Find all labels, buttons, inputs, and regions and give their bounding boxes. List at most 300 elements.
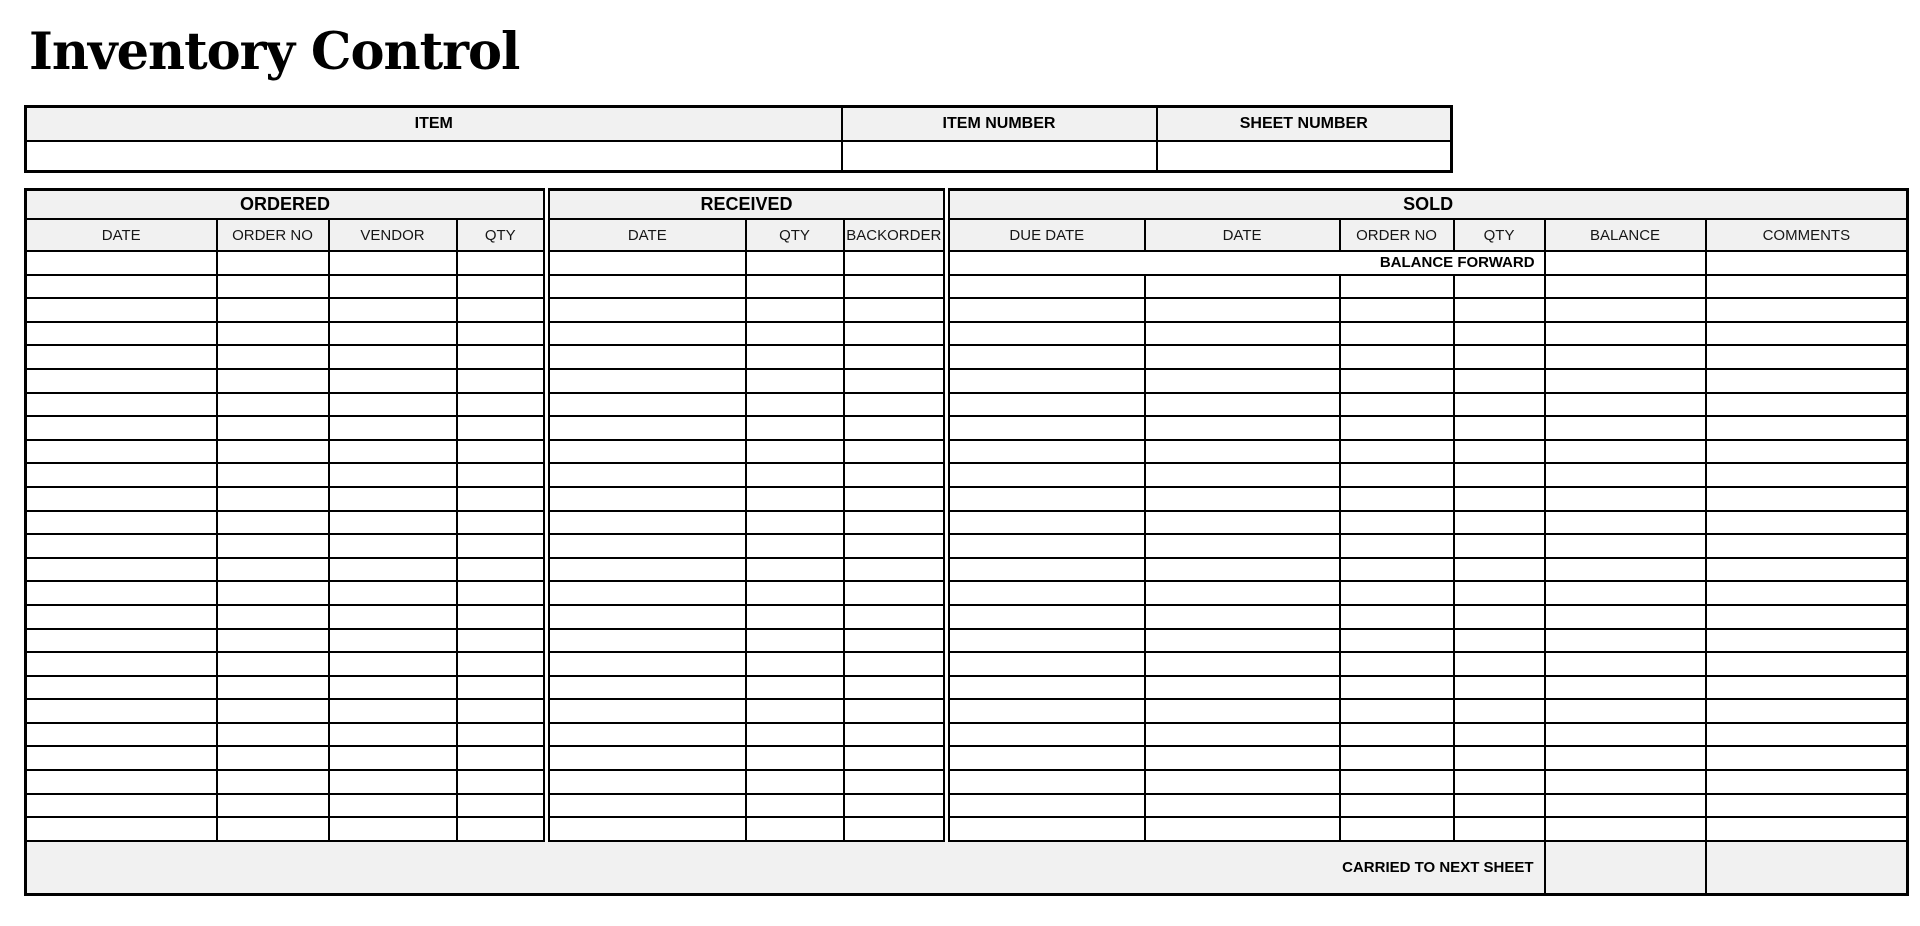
empty-cell (1340, 629, 1454, 653)
empty-cell (1454, 652, 1545, 676)
empty-cell (217, 746, 329, 770)
empty-cell (547, 487, 746, 511)
empty-row (26, 652, 1908, 676)
empty-cell (547, 558, 746, 582)
empty-cell (329, 298, 457, 322)
empty-cell (1454, 629, 1545, 653)
empty-cell (26, 369, 217, 393)
column-header-row (26, 219, 1908, 251)
empty-cell (329, 393, 457, 417)
empty-cell (1454, 463, 1545, 487)
empty-cell (1706, 487, 1908, 511)
empty-cell (329, 463, 457, 487)
carried-forward-row (26, 841, 1908, 895)
empty-cell (947, 393, 1145, 417)
empty-cell (217, 487, 329, 511)
empty-cell (1454, 393, 1545, 417)
empty-cell (844, 746, 947, 770)
empty-cell (1145, 629, 1340, 653)
empty-cell (1340, 794, 1454, 818)
empty-cell (329, 770, 457, 794)
empty-cell (26, 723, 217, 747)
empty-cell (1545, 345, 1706, 369)
empty-cell (947, 676, 1145, 700)
empty-cell (1545, 534, 1706, 558)
empty-cell (547, 605, 746, 629)
empty-cell (217, 817, 329, 841)
empty-cell (329, 487, 457, 511)
empty-cell (1340, 511, 1454, 535)
inventory-table-body (26, 190, 1908, 895)
empty-cell (1454, 534, 1545, 558)
empty-cell (1145, 487, 1340, 511)
empty-cell (746, 298, 844, 322)
empty-cell (217, 676, 329, 700)
empty-cell (26, 393, 217, 417)
empty-cell (844, 817, 947, 841)
empty-cell (217, 275, 329, 299)
empty-cell (457, 629, 547, 653)
empty-cell (1340, 369, 1454, 393)
empty-cell (26, 322, 217, 346)
empty-cell (26, 652, 217, 676)
empty-cell (1706, 817, 1908, 841)
page-title: Inventory Control (29, 22, 520, 82)
empty-cell (1545, 794, 1706, 818)
empty-cell (844, 558, 947, 582)
empty-cell (1545, 699, 1706, 723)
empty-cell (844, 511, 947, 535)
empty-cell (457, 605, 547, 629)
col-ordered-vendor: VENDOR (329, 219, 457, 251)
empty-cell (1145, 770, 1340, 794)
empty-cell (844, 629, 947, 653)
item-info-table (24, 105, 1453, 173)
empty-cell (947, 817, 1145, 841)
empty-cell (1145, 322, 1340, 346)
empty-cell (217, 770, 329, 794)
empty-cell (844, 298, 947, 322)
empty-cell (217, 794, 329, 818)
sheet-number-header-cell: SHEET NUMBER (1157, 107, 1452, 142)
empty-cell (457, 511, 547, 535)
empty-cell (1340, 322, 1454, 346)
footer-comments-cell (1706, 841, 1908, 895)
empty-row (26, 369, 1908, 393)
empty-cell (1706, 794, 1908, 818)
empty-cell (1545, 440, 1706, 464)
col-received-date: DATE (547, 219, 746, 251)
empty-cell (1340, 345, 1454, 369)
empty-cell (1706, 676, 1908, 700)
empty-cell (746, 558, 844, 582)
item-number-value-cell (842, 141, 1157, 172)
empty-cell (457, 275, 547, 299)
empty-cell (547, 511, 746, 535)
empty-cell (457, 581, 547, 605)
empty-cell (746, 723, 844, 747)
empty-cell (1545, 817, 1706, 841)
empty-row (26, 605, 1908, 629)
empty-cell (547, 251, 746, 275)
empty-row (26, 345, 1908, 369)
empty-cell (457, 558, 547, 582)
empty-cell (329, 723, 457, 747)
empty-cell (1340, 275, 1454, 299)
empty-cell (1145, 534, 1340, 558)
empty-cell (1454, 322, 1545, 346)
empty-cell (1545, 463, 1706, 487)
empty-cell (329, 699, 457, 723)
empty-cell (1340, 605, 1454, 629)
empty-row (26, 275, 1908, 299)
empty-cell (1340, 558, 1454, 582)
empty-cell (329, 345, 457, 369)
empty-cell (457, 440, 547, 464)
empty-row (26, 699, 1908, 723)
empty-cell (547, 629, 746, 653)
empty-cell (1340, 652, 1454, 676)
empty-cell (547, 463, 746, 487)
empty-cell (457, 463, 547, 487)
empty-cell (1145, 746, 1340, 770)
empty-cell (1545, 298, 1706, 322)
empty-cell (1454, 794, 1545, 818)
balance-forward-cell: BALANCE FORWARD (947, 251, 1545, 275)
empty-cell (1545, 629, 1706, 653)
empty-cell (947, 723, 1145, 747)
empty-cell (547, 581, 746, 605)
col-ordered-qty: QTY (457, 219, 547, 251)
empty-cell (947, 345, 1145, 369)
empty-cell (547, 699, 746, 723)
empty-cell (844, 581, 947, 605)
empty-cell (1454, 487, 1545, 511)
sheet-number-value-cell (1157, 141, 1452, 172)
empty-cell (217, 369, 329, 393)
empty-cell (844, 652, 947, 676)
empty-cell (26, 794, 217, 818)
empty-cell (1454, 345, 1545, 369)
empty-cell (547, 369, 746, 393)
carried-to-next-sheet-cell: CARRIED TO NEXT SHEET (26, 841, 1545, 895)
empty-cell (746, 275, 844, 299)
empty-cell (1340, 581, 1454, 605)
empty-row (26, 794, 1908, 818)
section-sold: SOLD (947, 190, 1908, 220)
empty-cell (329, 322, 457, 346)
empty-cell (844, 463, 947, 487)
empty-row (26, 416, 1908, 440)
empty-cell (1706, 605, 1908, 629)
empty-cell (1340, 746, 1454, 770)
empty-cell (1545, 416, 1706, 440)
empty-cell (1706, 581, 1908, 605)
empty-cell (947, 511, 1145, 535)
empty-cell (1545, 558, 1706, 582)
empty-cell (1545, 676, 1706, 700)
empty-cell (1706, 345, 1908, 369)
empty-cell (329, 440, 457, 464)
empty-cell (26, 605, 217, 629)
empty-cell (1545, 369, 1706, 393)
empty-cell (457, 251, 547, 275)
empty-cell (1545, 746, 1706, 770)
empty-cell (746, 463, 844, 487)
empty-cell (1706, 770, 1908, 794)
empty-cell (1145, 393, 1340, 417)
empty-cell (1145, 298, 1340, 322)
empty-cell (947, 416, 1145, 440)
empty-cell (1145, 345, 1340, 369)
empty-cell (457, 322, 547, 346)
empty-cell (1545, 275, 1706, 299)
empty-cell (844, 534, 947, 558)
empty-cell (217, 393, 329, 417)
empty-cell (457, 369, 547, 393)
empty-cell (746, 440, 844, 464)
empty-cell (217, 463, 329, 487)
empty-cell (1340, 393, 1454, 417)
empty-cell (217, 251, 329, 275)
empty-row (26, 322, 1908, 346)
empty-cell (1545, 393, 1706, 417)
empty-cell (329, 605, 457, 629)
empty-cell (217, 699, 329, 723)
empty-row (26, 558, 1908, 582)
empty-cell (947, 629, 1145, 653)
empty-cell (947, 699, 1145, 723)
empty-cell (547, 345, 746, 369)
empty-cell (1340, 676, 1454, 700)
empty-cell (746, 487, 844, 511)
balance-forward-row (26, 251, 1908, 275)
empty-cell (329, 511, 457, 535)
empty-cell (329, 416, 457, 440)
empty-cell (457, 652, 547, 676)
empty-cell (746, 511, 844, 535)
empty-cell (844, 487, 947, 511)
empty-cell (746, 794, 844, 818)
col-sold-balance: BALANCE (1545, 219, 1706, 251)
empty-cell (947, 298, 1145, 322)
empty-cell (1145, 817, 1340, 841)
empty-cell (26, 699, 217, 723)
empty-cell (1545, 770, 1706, 794)
empty-cell (1145, 794, 1340, 818)
empty-cell (1454, 817, 1545, 841)
empty-cell (1706, 322, 1908, 346)
empty-cell (844, 322, 947, 346)
empty-cell (217, 629, 329, 653)
empty-cell (947, 605, 1145, 629)
empty-cell (947, 322, 1145, 346)
empty-cell (457, 770, 547, 794)
empty-cell (1340, 817, 1454, 841)
empty-row (26, 723, 1908, 747)
empty-cell (329, 558, 457, 582)
empty-cell (1454, 416, 1545, 440)
empty-cell (329, 534, 457, 558)
empty-cell (547, 298, 746, 322)
info-value-row (26, 141, 1452, 172)
col-sold-comments: COMMENTS (1706, 219, 1908, 251)
section-received: RECEIVED (547, 190, 947, 220)
empty-cell (844, 723, 947, 747)
empty-cell (457, 676, 547, 700)
empty-row (26, 746, 1908, 770)
empty-cell (329, 369, 457, 393)
empty-cell (217, 322, 329, 346)
empty-cell (217, 652, 329, 676)
empty-cell (1340, 298, 1454, 322)
empty-cell (1545, 487, 1706, 511)
empty-cell (746, 393, 844, 417)
empty-cell (746, 251, 844, 275)
empty-cell (947, 770, 1145, 794)
empty-cell (746, 746, 844, 770)
empty-cell (1340, 416, 1454, 440)
empty-cell (1706, 534, 1908, 558)
empty-row (26, 676, 1908, 700)
empty-cell (217, 416, 329, 440)
empty-cell (1454, 746, 1545, 770)
col-sold-order-no: ORDER NO (1340, 219, 1454, 251)
empty-cell (217, 298, 329, 322)
empty-cell (746, 676, 844, 700)
empty-cell (1706, 440, 1908, 464)
empty-row (26, 487, 1908, 511)
empty-cell (547, 770, 746, 794)
empty-cell (947, 487, 1145, 511)
col-sold-due-date: DUE DATE (947, 219, 1145, 251)
empty-cell (457, 298, 547, 322)
empty-cell (1706, 463, 1908, 487)
empty-cell (1454, 699, 1545, 723)
empty-cell (547, 652, 746, 676)
empty-cell (547, 393, 746, 417)
empty-cell (26, 558, 217, 582)
balance-forward-balance-cell (1545, 251, 1706, 275)
col-received-backorder: BACKORDER (844, 219, 947, 251)
col-received-qty: QTY (746, 219, 844, 251)
item-header-cell: ITEM (26, 107, 842, 142)
empty-cell (746, 770, 844, 794)
empty-cell (457, 393, 547, 417)
empty-cell (26, 440, 217, 464)
empty-cell (26, 511, 217, 535)
empty-cell (457, 746, 547, 770)
empty-cell (844, 699, 947, 723)
empty-cell (26, 463, 217, 487)
empty-cell (547, 322, 746, 346)
empty-cell (217, 723, 329, 747)
empty-cell (844, 345, 947, 369)
empty-cell (1706, 558, 1908, 582)
empty-cell (1145, 511, 1340, 535)
empty-cell (457, 416, 547, 440)
empty-cell (547, 534, 746, 558)
empty-cell (947, 652, 1145, 676)
empty-cell (1340, 770, 1454, 794)
empty-cell (1706, 746, 1908, 770)
empty-cell (746, 817, 844, 841)
empty-cell (1454, 676, 1545, 700)
item-number-header-cell: ITEM NUMBER (842, 107, 1157, 142)
item-value-cell (26, 141, 842, 172)
empty-cell (1454, 558, 1545, 582)
empty-row (26, 817, 1908, 841)
empty-cell (457, 794, 547, 818)
empty-cell (457, 817, 547, 841)
empty-cell (947, 746, 1145, 770)
empty-cell (1706, 393, 1908, 417)
empty-cell (947, 463, 1145, 487)
empty-cell (746, 369, 844, 393)
empty-cell (1145, 558, 1340, 582)
empty-cell (26, 534, 217, 558)
empty-cell (844, 770, 947, 794)
empty-cell (217, 345, 329, 369)
empty-cell (26, 298, 217, 322)
empty-cell (1145, 369, 1340, 393)
empty-row (26, 463, 1908, 487)
empty-cell (26, 770, 217, 794)
empty-cell (547, 723, 746, 747)
empty-cell (457, 699, 547, 723)
empty-cell (1340, 487, 1454, 511)
empty-row (26, 534, 1908, 558)
empty-cell (1454, 511, 1545, 535)
empty-cell (746, 534, 844, 558)
empty-cell (844, 416, 947, 440)
empty-cell (844, 676, 947, 700)
empty-cell (1145, 416, 1340, 440)
empty-cell (1706, 298, 1908, 322)
empty-cell (1145, 676, 1340, 700)
empty-cell (947, 440, 1145, 464)
empty-cell (547, 817, 746, 841)
empty-cell (26, 251, 217, 275)
col-ordered-order-no: ORDER NO (217, 219, 329, 251)
empty-cell (26, 629, 217, 653)
empty-cell (547, 416, 746, 440)
empty-cell (26, 581, 217, 605)
empty-cell (457, 487, 547, 511)
empty-cell (844, 794, 947, 818)
empty-cell (844, 605, 947, 629)
section-header-row (26, 190, 1908, 220)
empty-cell (329, 746, 457, 770)
empty-cell (947, 581, 1145, 605)
empty-cell (547, 440, 746, 464)
empty-cell (329, 629, 457, 653)
empty-cell (844, 440, 947, 464)
empty-cell (1454, 723, 1545, 747)
empty-cell (457, 345, 547, 369)
empty-cell (947, 558, 1145, 582)
empty-cell (1545, 511, 1706, 535)
empty-cell (457, 534, 547, 558)
balance-forward-comments-cell (1706, 251, 1908, 275)
empty-cell (1454, 440, 1545, 464)
empty-cell (746, 416, 844, 440)
empty-cell (947, 275, 1145, 299)
empty-cell (547, 676, 746, 700)
empty-cell (217, 581, 329, 605)
empty-cell (947, 534, 1145, 558)
empty-row (26, 770, 1908, 794)
